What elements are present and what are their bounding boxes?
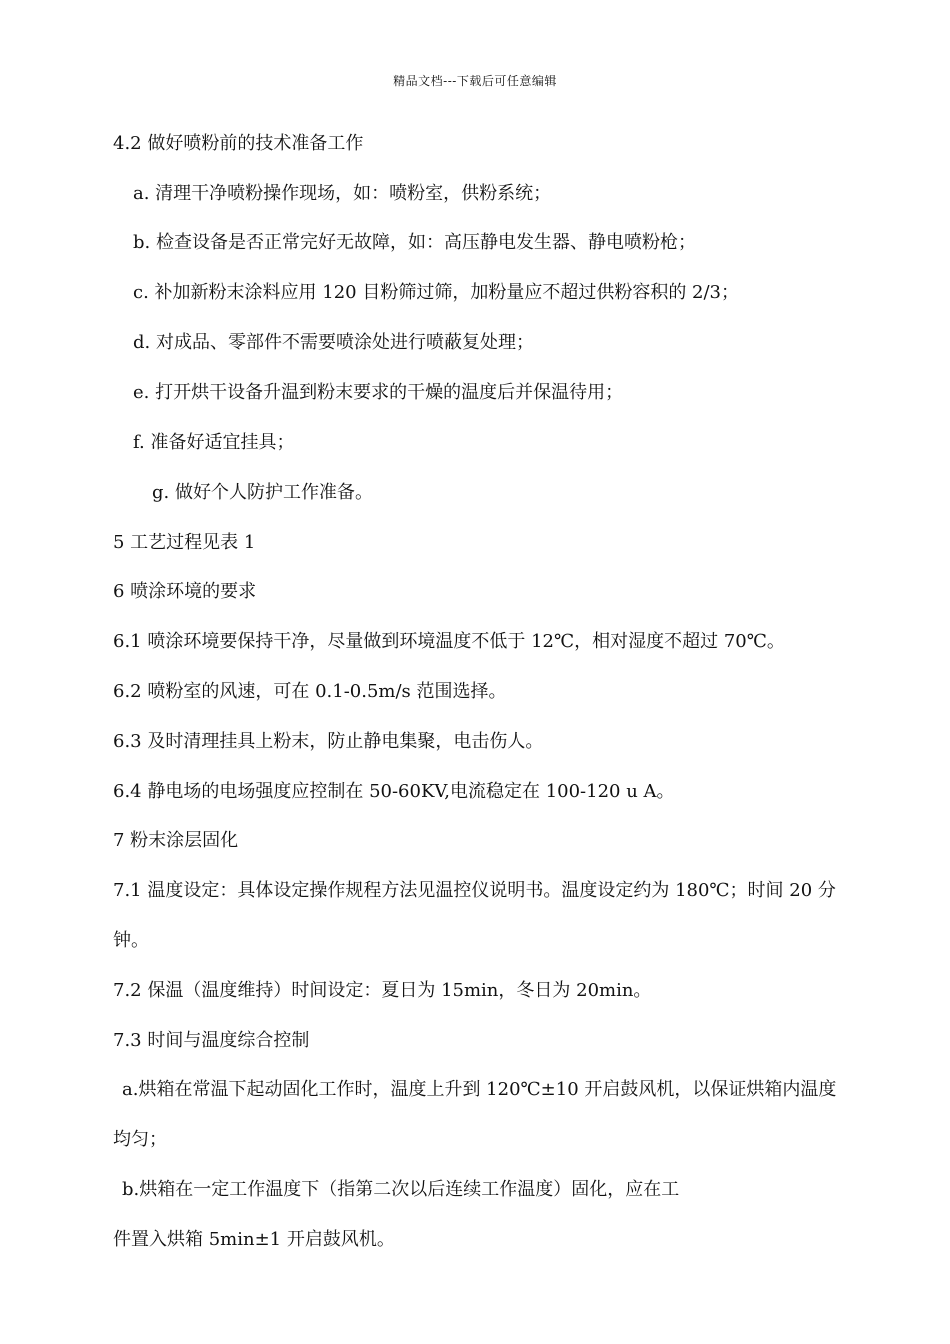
list-item-7-3-a: a.烘箱在常温下起动固化工作时，温度上升到 120℃±10 开启鼓风机，以保证烘箱内温度 (122, 1079, 837, 1100)
list-item-a: a. 清理干净喷粉操作现场，如：喷粉室，供粉系统； (133, 183, 552, 204)
paragraph-6-1: 6.1 喷涂环境要保持干净，尽量做到环境温度不低于 12℃，相对湿度不超过 70℃。 (113, 631, 785, 652)
paragraph-6-3: 6.3 及时清理挂具上粉末，防止静电集聚，电击伤人。 (113, 731, 544, 752)
list-item-c: c. 补加新粉末涂料应用 120 目粉筛过筛，加粉量应不超过供粉容积的 2/3； (133, 282, 740, 303)
paragraph-7-2: 7.2 保温（温度维持）时间设定：夏日为 15min，冬日为 20min。 (113, 980, 652, 1001)
paragraph-7-1-cont: 钟。 (113, 930, 149, 951)
section-heading-7-3: 7.3 时间与温度综合控制 (113, 1030, 310, 1051)
paragraph-6-4: 6.4 静电场的电场强度应控制在 50-60KV,电流稳定在 100-120 u A。 (113, 781, 675, 802)
list-item-7-3-a-cont: 均匀； (113, 1129, 167, 1150)
list-item-b: b. 检查设备是否正常完好无故障，如：高压静电发生器、静电喷粉枪； (133, 232, 696, 253)
section-heading-4-2: 4.2 做好喷粉前的技术准备工作 (113, 133, 364, 154)
page-header: 精品文档---下载后可任意编辑 (393, 74, 557, 88)
section-heading-5: 5 工艺过程见表 1 (113, 532, 256, 553)
list-item-d: d. 对成品、零部件不需要喷涂处进行喷蔽复处理； (133, 332, 534, 353)
paragraph-7-1: 7.1 温度设定：具体设定操作规程方法见温控仪说明书。温度设定约为 180℃；时间 20 分 (113, 880, 836, 901)
list-item-g: g. 做好个人防护工作准备。 (152, 482, 373, 503)
list-item-e: e. 打开烘干设备升温到粉末要求的干燥的温度后并保温待用； (133, 382, 624, 403)
list-item-7-3-b: b.烘箱在一定工作温度下（指第二次以后连续工作温度）固化，应在工 (122, 1179, 680, 1200)
paragraph-6-2: 6.2 喷粉室的风速，可在 0.1-0.5m/s 范围选择。 (113, 681, 507, 702)
list-item-f: f. 准备好适宜挂具； (133, 432, 295, 453)
list-item-7-3-b-cont: 件置入烘箱 5min±1 开启鼓风机。 (113, 1229, 395, 1250)
section-heading-7: 7 粉末涂层固化 (113, 830, 239, 851)
section-heading-6: 6 喷涂环境的要求 (113, 581, 257, 602)
